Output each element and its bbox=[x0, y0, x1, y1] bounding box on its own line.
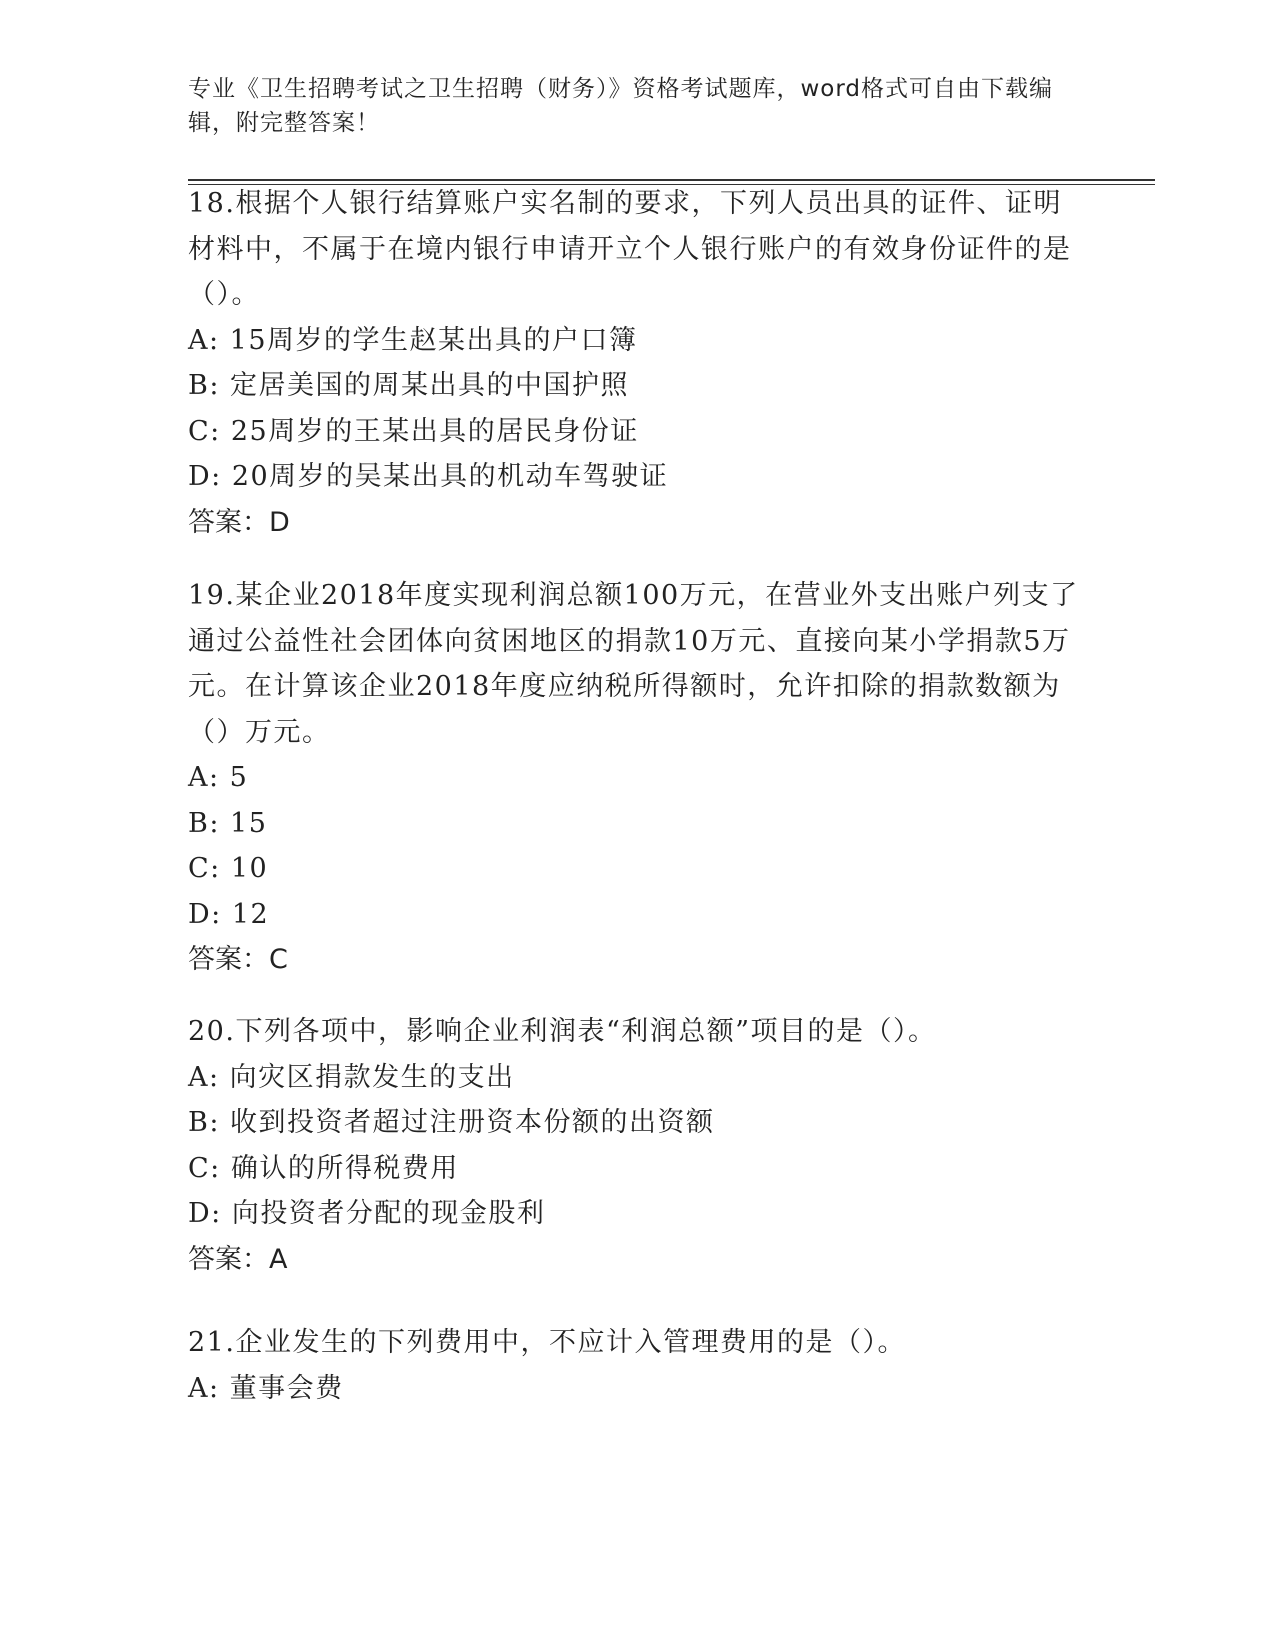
document-header bbox=[188, 72, 1088, 140]
question-stem: 20.下列各项中，影响企业利润表“利润总额”项目的是（）。 bbox=[188, 1016, 937, 1047]
option-c: C: 10 bbox=[188, 853, 269, 884]
option-a: A: 15周岁的学生赵某出具的户口簿 bbox=[188, 324, 638, 356]
question-18 bbox=[188, 181, 1088, 545]
header-text: 专业《卫生招聘考试之卫生招聘（财务）》资格考试题库，word格式可自由下载编辑，附完整答案！ bbox=[188, 76, 1054, 136]
question-21 bbox=[188, 1320, 1088, 1411]
option-a: A: 向灾区捐款发生的支出 bbox=[188, 1061, 515, 1093]
option-b: B: 15 bbox=[188, 807, 268, 839]
answer: 答案：C bbox=[188, 944, 288, 975]
answer: 答案：A bbox=[188, 1243, 288, 1275]
option-b: B: 定居美国的周某出具的中国护照 bbox=[188, 370, 630, 401]
answer: 答案：D bbox=[188, 506, 290, 538]
option-c: C: 25周岁的王某出具的居民身份证 bbox=[188, 415, 639, 447]
question-19 bbox=[188, 573, 1088, 983]
option-a: A: 董事会费 bbox=[188, 1372, 344, 1404]
option-a: A: 5 bbox=[188, 762, 249, 793]
question-stem: 18.根据个人银行结算账户实名制的要求，下列人员出具的证件、证明材料中，不属于在境内银行申请开立个人银行账户的有效身份证件的是（）。 bbox=[188, 188, 1072, 310]
question-20 bbox=[188, 1009, 1088, 1282]
option-d: D: 12 bbox=[188, 898, 270, 930]
option-d: D: 向投资者分配的现金股利 bbox=[188, 1198, 546, 1229]
option-b: B: 收到投资者超过注册资本份额的出资额 bbox=[188, 1107, 715, 1138]
option-c: C: 确认的所得税费用 bbox=[188, 1152, 459, 1184]
question-stem: 21.企业发生的下列费用中，不应计入管理费用的是（）。 bbox=[188, 1327, 906, 1358]
option-d: D: 20周岁的吴某出具的机动车驾驶证 bbox=[188, 461, 669, 492]
question-stem: 19.某企业2018年度实现利润总额100万元，在营业外支出账户列支了通过公益性社会团体向贫困地区的捐款10万元、直接向某小学捐款5万元。在计算该企业2018年度应纳税所得额时，允许扣除的捐款数额为（）万元。 bbox=[188, 580, 1079, 748]
